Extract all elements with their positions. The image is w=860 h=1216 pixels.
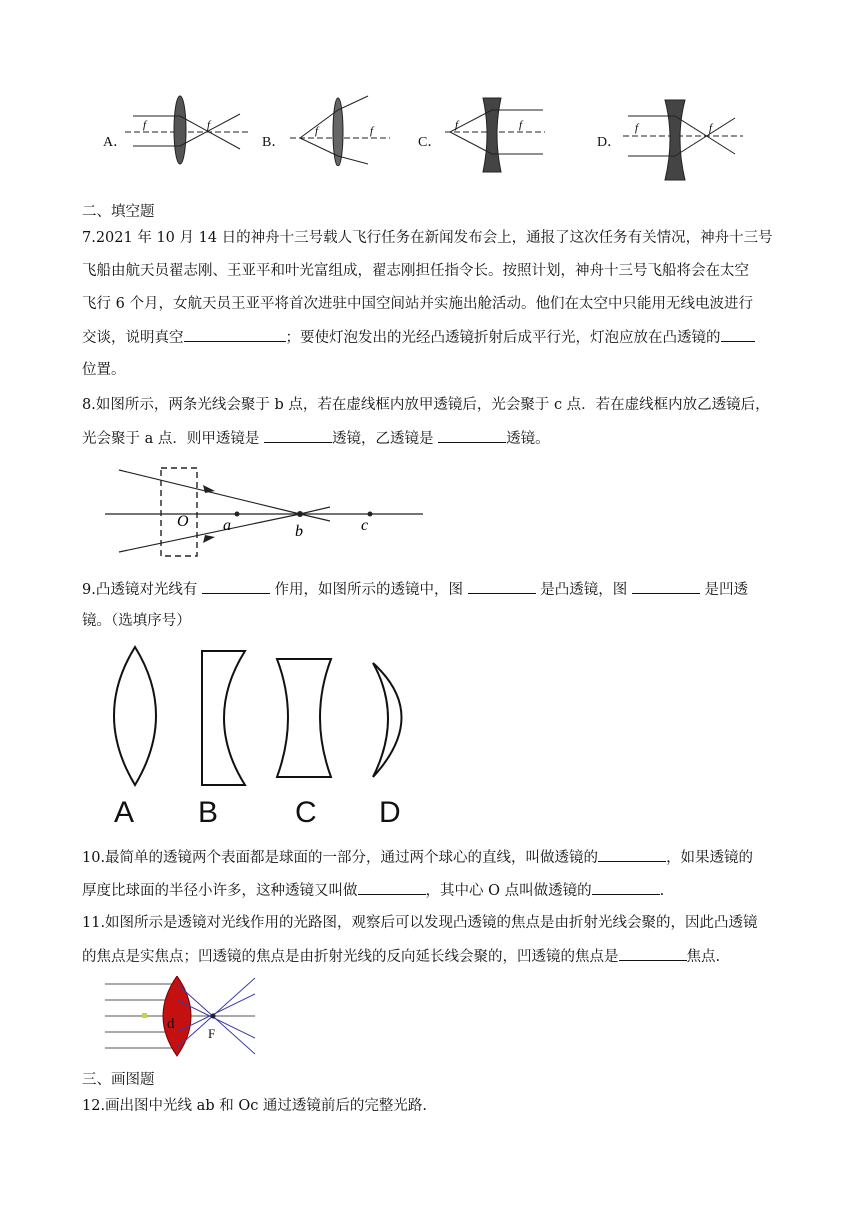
lens-label-c: C [295, 796, 317, 829]
q9-text: 是凹透 [699, 582, 748, 598]
focal-label: f [455, 119, 459, 131]
q8-text: 透镜。 [506, 431, 550, 447]
focal-label: f [709, 122, 713, 134]
q12-line-1: 12.画出图中光线 ab 和 Oc 通过透镜前后的完整光路. [82, 1098, 428, 1114]
q9-blank-1[interactable] [202, 579, 270, 594]
lens-label-b: B [198, 796, 219, 829]
option-c-label: C． [418, 135, 442, 150]
option-b-label: B． [262, 135, 286, 150]
q9-blank-2[interactable] [468, 579, 536, 594]
focal-label: f [315, 125, 319, 137]
q9-text: 作用，如图所示的透镜中，图 [269, 582, 468, 598]
q10-text: 10.最简单的透镜两个表面都是球面的一部分，通过两个球心的直线，叫做透镜的 [82, 850, 599, 866]
point-c-label: c [361, 517, 369, 534]
lens-label-a: A [114, 796, 135, 829]
point-b-label: b [295, 523, 303, 540]
q10-line-2 [82, 880, 664, 901]
q7-blank-2[interactable] [721, 327, 755, 342]
q8-ray-diagram [105, 464, 425, 558]
lens-label-d: D [379, 796, 401, 829]
option-d-diagram [623, 98, 743, 182]
q8-line-2 [82, 428, 550, 449]
focal-label: f [519, 119, 523, 131]
q7-text: 交谈，说明真空 [82, 330, 184, 346]
q10-text: ，如果透镜的 [666, 850, 754, 866]
focal-point-label: F [208, 1026, 216, 1041]
option-a-label: A． [103, 135, 128, 150]
option-b-diagram [290, 94, 390, 166]
q11-text: 焦点. [686, 949, 721, 965]
point-o-label: O [177, 513, 189, 530]
q10-text: . [659, 883, 665, 899]
focal-label: f [207, 119, 211, 131]
q11-text: 的焦点是实焦点；凹透镜的焦点是由折射光线的反向延长线会聚的，凹透镜的焦点是 [82, 949, 619, 965]
q9-line-1 [82, 579, 748, 600]
section-title-fill-blank: 二、填空题 [82, 204, 155, 220]
section-title-drawing: 三、画图题 [82, 1072, 155, 1088]
q8-text: 透镜，乙透镜是 [331, 431, 439, 447]
q11-blank-1[interactable] [619, 946, 687, 961]
q10-line-1 [82, 847, 753, 868]
q11-convex-lens-diagram [105, 976, 260, 1060]
q9-text: 是凸透镜，图 [535, 582, 632, 598]
q9-line-2: 镜。（选填序号） [82, 613, 191, 629]
q7-line-3: 飞行 6 个月，女航天员王亚平将首次进驻中国空间站并实施出舱活动。他们在太空中只能用无线电波进行 [82, 296, 753, 312]
q7-line-1: 7.2021 年 10 月 14 日的神舟十三号载人飞行任务在新闻发布会上，通报了这次任务有关情况，神舟十三号 [82, 230, 773, 246]
q8-blank-1[interactable] [264, 428, 332, 443]
q7-line-4 [82, 327, 755, 348]
focal-label: f [635, 122, 639, 134]
option-d-label: D． [597, 135, 622, 150]
point-a-label: a [223, 517, 231, 534]
lens-b [202, 651, 245, 785]
q11-line-1: 11.如图所示是透镜对光线作用的光路图，观察后可以发现凸透镜的焦点是由折射光线会聚的，因此凸透镜 [82, 915, 758, 931]
q7-line-5: 位置。 [82, 362, 126, 378]
focal-label: f [370, 125, 374, 137]
q10-blank-3[interactable] [592, 880, 660, 895]
q9-blank-3[interactable] [632, 579, 700, 594]
q8-line-1: 8.如图所示，两条光线会聚于 b 点，若在虚线框内放甲透镜后，光会聚于 c 点．若在虚线框内放乙透镜后， [82, 397, 770, 413]
option-a-diagram [125, 94, 250, 166]
lens-a [114, 647, 156, 785]
q7-text: ；要使灯泡发出的光经凸透镜折射后成平行光，灯泡应放在凸透镜的 [285, 330, 721, 346]
focal-label: f [143, 119, 147, 131]
q7-line-2: 飞船由航天员翟志刚、王亚平和叶光富组成，翟志刚担任指令长。按照计划，神舟十三号飞船将会在太空 [82, 263, 749, 279]
q7-blank-1[interactable] [184, 327, 286, 342]
lens-d [373, 663, 402, 777]
q10-blank-2[interactable] [358, 880, 426, 895]
q11-line-2 [82, 946, 720, 967]
q8-text: 光会聚于 a 点．则甲透镜是 [82, 431, 264, 447]
label-d: d [167, 1016, 175, 1032]
option-c-diagram [445, 96, 545, 174]
q8-blank-2[interactable] [438, 428, 506, 443]
lens-c [277, 659, 331, 777]
q10-text: 厚度比球面的半径小许多，这种透镜又叫做 [82, 883, 358, 899]
q9-text: 9.凸透镜对光线有 [82, 582, 202, 598]
q10-text: ，其中心 O 点叫做透镜的 [425, 883, 592, 899]
q10-blank-1[interactable] [598, 847, 666, 862]
